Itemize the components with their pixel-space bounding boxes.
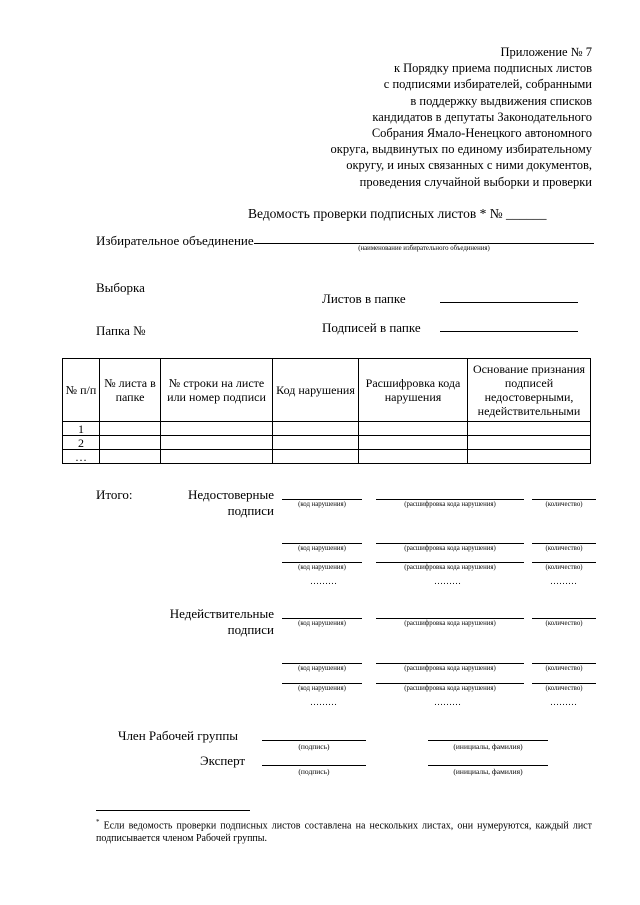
signatures-label: Подписей в папке bbox=[322, 320, 421, 335]
table-header-cell: Код нарушения bbox=[273, 359, 359, 422]
sign-caption: (подпись) bbox=[298, 742, 330, 751]
table-cell bbox=[359, 436, 468, 450]
void-label: Недействительные подписи bbox=[169, 606, 274, 637]
qty-caption: (количество) bbox=[545, 501, 583, 508]
folder-label: Папка № bbox=[96, 323, 146, 338]
qty-line bbox=[532, 543, 596, 544]
check-table bbox=[62, 358, 591, 464]
footnote-separator bbox=[96, 810, 250, 811]
table-header-cell: Основание признания подписей недостоверными, недействительными bbox=[468, 359, 591, 422]
appendix-line: с подписями избирателей, собранными bbox=[383, 77, 592, 92]
table-cell bbox=[100, 450, 161, 464]
appendix-line: Приложение № 7 bbox=[500, 45, 592, 59]
table-row bbox=[63, 450, 591, 464]
table-cell bbox=[468, 450, 591, 464]
appendix-header bbox=[292, 44, 592, 190]
sign-caption: (подпись) bbox=[298, 767, 330, 776]
name-caption: (инициалы, фамилия) bbox=[453, 767, 523, 776]
decode-line bbox=[376, 663, 524, 664]
appendix-line: проведения случайной выборки и проверки bbox=[359, 174, 592, 189]
member-sign-line bbox=[262, 740, 366, 741]
row-number: 1 bbox=[63, 422, 100, 436]
table-cell bbox=[161, 422, 273, 436]
table-header-cell: № строки на листе или номер подписи bbox=[161, 359, 273, 422]
appendix-line: к Порядку приема подписных листов bbox=[393, 61, 592, 76]
association-line bbox=[254, 243, 594, 244]
code-caption: (код нарушения) bbox=[298, 545, 346, 552]
code-line bbox=[282, 499, 362, 500]
name-caption: (инициалы, фамилия) bbox=[453, 742, 523, 751]
code-line bbox=[282, 543, 362, 544]
table-cell bbox=[100, 436, 161, 450]
continuation-dots: ……… bbox=[434, 697, 461, 707]
decode-line bbox=[376, 618, 524, 619]
table-cell bbox=[359, 422, 468, 436]
continuation-dots: ……… bbox=[434, 576, 461, 586]
member-label: Член Рабочей группы bbox=[118, 728, 239, 743]
appendix-line: в поддержку выдвижения списков bbox=[410, 93, 592, 108]
sample-label: Выборка bbox=[96, 280, 145, 295]
continuation-dots: ……… bbox=[310, 697, 337, 707]
code-line bbox=[282, 663, 362, 664]
qty-line bbox=[532, 683, 596, 684]
continuation-dots: ……… bbox=[550, 697, 577, 707]
totals-label: Итого: bbox=[96, 487, 133, 502]
table-cell bbox=[100, 422, 161, 436]
decode-caption: (расшифровка кода нарушения) bbox=[404, 545, 496, 552]
decode-caption: (расшифровка кода нарушения) bbox=[404, 620, 496, 627]
code-line bbox=[282, 618, 362, 619]
member-name-line bbox=[428, 740, 548, 741]
code-line bbox=[282, 562, 362, 563]
code-caption: (код нарушения) bbox=[298, 501, 346, 508]
table-cell bbox=[161, 450, 273, 464]
qty-line bbox=[532, 663, 596, 664]
table-cell bbox=[161, 436, 273, 450]
qty-caption: (количество) bbox=[545, 545, 583, 552]
signatures-line bbox=[440, 331, 578, 332]
invalid-label: Недостоверные подписи bbox=[188, 487, 274, 518]
decode-line bbox=[376, 683, 524, 684]
qty-caption: (количество) bbox=[545, 685, 583, 692]
table-row bbox=[63, 422, 591, 436]
decode-caption: (расшифровка кода нарушения) bbox=[404, 501, 496, 508]
appendix-line: Собрания Ямало-Ненецкого автономного bbox=[371, 126, 592, 141]
appendix-line: кандидатов в депутаты Законодательного bbox=[372, 109, 592, 124]
sheets-line bbox=[440, 302, 578, 303]
table-cell bbox=[468, 422, 591, 436]
decode-caption: (расшифровка кода нарушения) bbox=[404, 564, 496, 571]
sheets-label: Листов в папке bbox=[322, 291, 406, 306]
decode-caption: (расшифровка кода нарушения) bbox=[404, 665, 496, 672]
decode-line bbox=[376, 562, 524, 563]
table-header-cell: № листа в папке bbox=[100, 359, 161, 422]
footnote-text: Если ведомость проверки подписных листов составлена на нескольких листах, они нумеруются, каждый лист подписывается членом Рабочей группы. bbox=[96, 820, 592, 845]
row-number: 2 bbox=[63, 436, 100, 450]
document-title: Ведомость проверки подписных листов * № ______ bbox=[248, 206, 547, 221]
table-row bbox=[63, 436, 591, 450]
qty-caption: (количество) bbox=[545, 564, 583, 571]
appendix-line: округу, и иных связанных с ними документов, bbox=[346, 158, 592, 173]
table-cell bbox=[468, 436, 591, 450]
continuation-dots: ……… bbox=[310, 576, 337, 586]
table-cell bbox=[273, 422, 359, 436]
continuation-dots: ……… bbox=[550, 576, 577, 586]
code-caption: (код нарушения) bbox=[298, 665, 346, 672]
footnote bbox=[96, 816, 592, 845]
footnote-mark: * bbox=[96, 818, 100, 826]
association-caption: (наименование избирательного объединения) bbox=[358, 245, 490, 252]
code-caption: (код нарушения) bbox=[298, 620, 346, 627]
table-cell bbox=[273, 450, 359, 464]
table-header-cell: Расшифровка кода нарушения bbox=[359, 359, 468, 422]
code-line bbox=[282, 683, 362, 684]
appendix-line: округа, выдвинутых по единому избирательному bbox=[330, 142, 592, 157]
table-cell bbox=[273, 436, 359, 450]
qty-caption: (количество) bbox=[545, 665, 583, 672]
qty-line bbox=[532, 562, 596, 563]
decode-line bbox=[376, 499, 524, 500]
table-cell bbox=[359, 450, 468, 464]
qty-line bbox=[532, 499, 596, 500]
code-caption: (код нарушения) bbox=[298, 685, 346, 692]
expert-name-line bbox=[428, 765, 548, 766]
expert-sign-line bbox=[262, 765, 366, 766]
qty-caption: (количество) bbox=[545, 620, 583, 627]
association-label: Избирательное объединение bbox=[96, 233, 254, 248]
table-header-cell: № п/п bbox=[63, 359, 100, 422]
qty-line bbox=[532, 618, 596, 619]
decode-caption: (расшифровка кода нарушения) bbox=[404, 685, 496, 692]
decode-line bbox=[376, 543, 524, 544]
row-number: … bbox=[63, 450, 100, 464]
table-header-row bbox=[63, 359, 591, 422]
code-caption: (код нарушения) bbox=[298, 564, 346, 571]
expert-label: Эксперт bbox=[200, 753, 246, 768]
